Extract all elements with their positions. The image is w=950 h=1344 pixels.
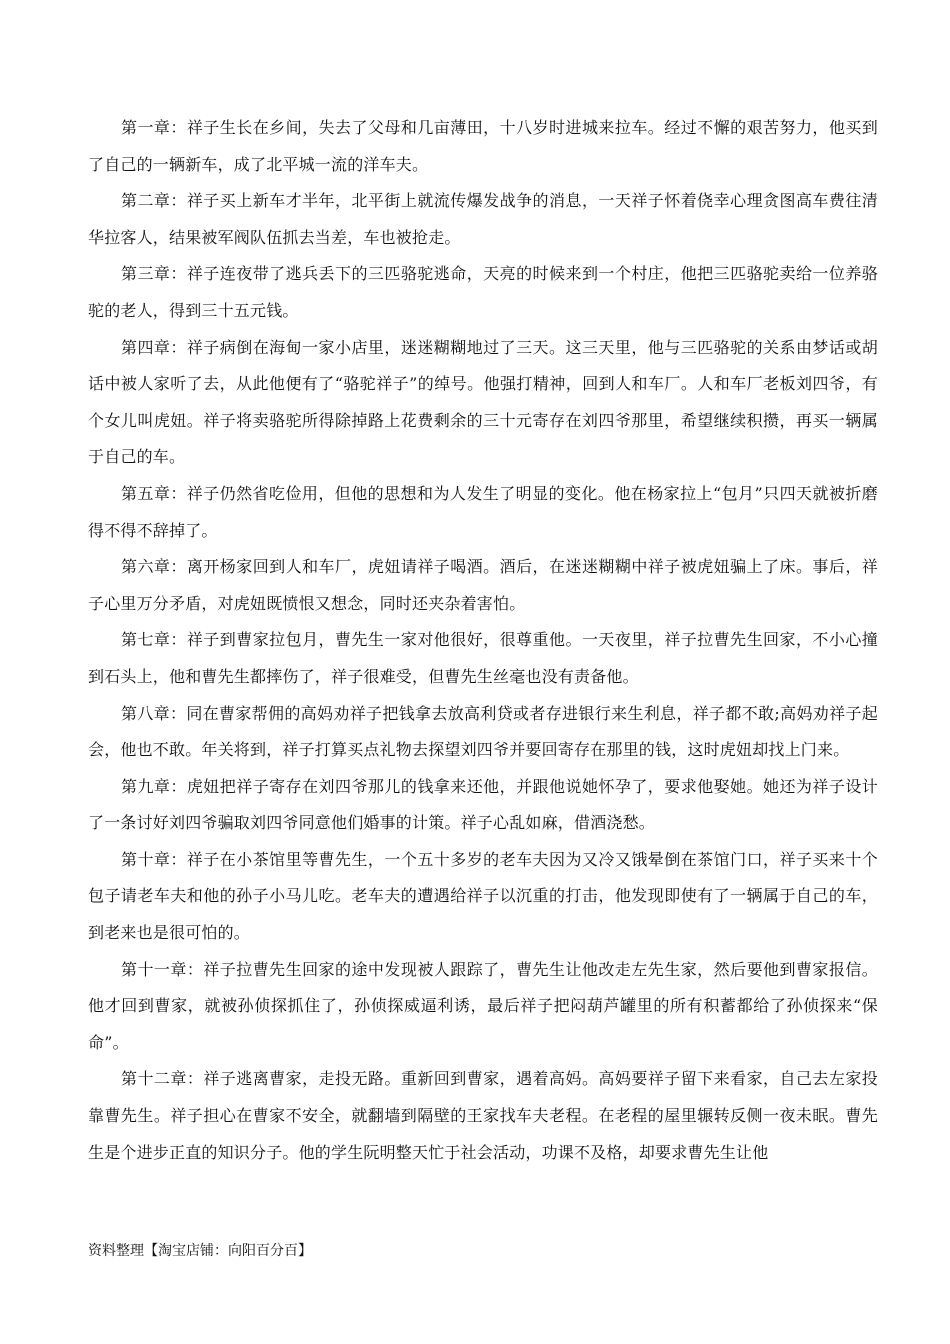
chapter-11-summary: 第十一章：祥子拉曹先生回家的途中发现被人跟踪了，曹先生让他改走左先生家，然后要他到曹家报信。他才回到曹家，就被孙侦探抓住了，孙侦探威逼利诱，最后祥子把闷葫芦罐里的所有积蓄都给了孙侦探来“保命”。 [88, 959, 878, 1052]
chapter-3-summary: 第三章：祥子连夜带了逃兵丢下的三匹骆驼逃命，天亮的时候来到一个村庄，他把三匹骆驼卖给一位养骆驼的老人，得到三十五元钱。 [88, 264, 878, 320]
document-body [88, 110, 878, 1171]
chapter-4-summary: 第四章：祥子病倒在海甸一家小店里，迷迷糊糊地过了三天。这三天里，他与三匹骆驼的关系由梦话或胡话中被人家听了去，从此他便有了“骆驼祥子”的绰号。他强打精神，回到人和车厂。人和车厂老板刘四爷，有个女儿叫虎妞。祥子将卖骆驼所得除掉路上花费剩余的三十元寄存在刘四爷那里，希望继续积攒，再买一辆属于自己的车。 [88, 337, 878, 467]
page-footer: 资料整理【淘宝店铺：向阳百分百】 [88, 1243, 312, 1259]
chapter-7-summary: 第七章：祥子到曹家拉包月，曹先生一家对他很好，很尊重他。一天夜里，祥子拉曹先生回家，不小心撞到石头上，他和曹先生都摔伤了，祥子很难受，但曹先生丝毫也没有责备他。 [88, 630, 878, 686]
chapter-12-summary: 第十二章：祥子逃离曹家，走投无路。重新回到曹家，遇着高妈。高妈要祥子留下来看家，自己去左家投靠曹先生。祥子担心在曹家不安全，就翻墙到隔壁的王家找车夫老程。在老程的屋里辗转反侧一夜未眠。曹先生是个进步正直的知识分子。他的学生阮明整天忙于社会活动，功课不及格，却要求曹先生让他 [88, 1069, 878, 1162]
chapter-2-summary: 第二章：祥子买上新车才半年，北平街上就流传爆发战争的消息，一天祥子怀着侥幸心理贪图高车费往清华拉客人，结果被军阀队伍抓去当差，车也被抢走。 [88, 191, 878, 247]
chapter-1-summary: 第一章：祥子生长在乡间，失去了父母和几亩薄田，十八岁时进城来拉车。经过不懈的艰苦努力，他买到了自己的一辆新车，成了北平城一流的洋车夫。 [88, 118, 878, 174]
chapter-9-summary: 第九章：虎妞把祥子寄存在刘四爷那儿的钱拿来还他，并跟他说她怀孕了，要求他娶她。她还为祥子设计了一条讨好刘四爷骗取刘四爷同意他们婚事的计策。祥子心乱如麻，借酒浇愁。 [88, 776, 878, 833]
chapter-5-summary: 第五章：祥子仍然省吃俭用，但他的思想和为人发生了明显的变化。他在杨家拉上“包月”只四天就被折磨得不得不辞掉了。 [88, 483, 878, 540]
chapter-6-summary: 第六章：离开杨家回到人和车厂，虎妞请祥子喝酒。酒后，在迷迷糊糊中祥子被虎妞骗上了床。事后，祥子心里万分矛盾，对虎妞既愤恨又想念，同时还夹杂着害怕。 [88, 557, 878, 613]
chapter-10-summary: 第十章：祥子在小茶馆里等曹先生，一个五十多岁的老车夫因为又冷又饿晕倒在茶馆门口，祥子买来十个包子请老车夫和他的孙子小马儿吃。老车夫的遭遇给祥子以沉重的打击，他发现即使有了一辆属于自己的车，到老来也是很可怕的。 [88, 849, 878, 943]
chapter-8-summary: 第八章：同在曹家帮佣的高妈劝祥子把钱拿去放高利贷或者存进银行来生利息，祥子都不敢;高妈劝祥子起会，他也不敢。年关将到，祥子打算买点礼物去探望刘四爷并要回寄存在那里的钱，这时虎妞却找上门来。 [88, 703, 878, 760]
